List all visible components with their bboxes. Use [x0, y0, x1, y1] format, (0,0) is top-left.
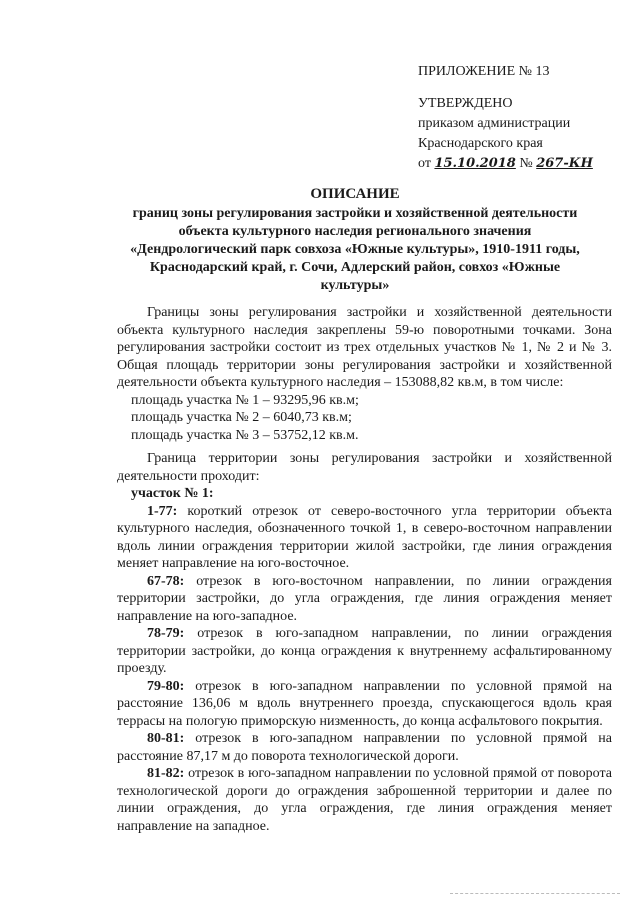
segment-text: отрезок в юго-восточном направлении, по линии ограждения территории застройки, до угла ограждения, где линия ограждения меняет направление на юго-западное.	[117, 573, 612, 624]
segment-paragraph	[117, 765, 612, 835]
document-heading	[105, 185, 605, 295]
segment-code: 78-79:	[147, 626, 185, 641]
heading-line-4: Краснодарский край, г. Сочи, Адлерский район, совхоз «Южные	[149, 260, 561, 275]
approved-label: УТВЕРЖДЕНО	[418, 96, 513, 111]
boundary-paragraph: Граница территории зоны регулирования застройки и хозяйственной деятельности проходит:	[117, 451, 612, 484]
segment-paragraph	[117, 573, 612, 626]
segment-paragraph	[117, 503, 612, 573]
section-title: участок № 1:	[131, 486, 214, 501]
area-item: площадь участка № 3 – 53752,12 кв.м.	[131, 427, 359, 443]
from-label: от	[418, 156, 431, 171]
order-line-2: Краснодарского края	[418, 136, 543, 151]
area-item: площадь участка № 1 – 93295,96 кв.м;	[131, 392, 359, 408]
order-date-line	[418, 154, 593, 174]
segment-code: 67-78:	[147, 573, 185, 589]
segment-text: короткий отрезок от северо-восточного угла территории объекта культурного наследия, обозначенного точкой 1, в северо-восточном направлении вдоль линии ограждения территории жилой застройки, где линия ограждения меняет направление на юго-восточное.	[117, 503, 612, 571]
heading-title: ОПИСАНИЕ	[310, 186, 400, 202]
segment-paragraph	[117, 730, 612, 765]
number-label: №	[519, 156, 533, 171]
segment-code: 79-80:	[147, 678, 185, 694]
segment-code: 1-77:	[147, 503, 178, 519]
segment-text: отрезок в юго-западном направлении, по линии ограждения территории застройки, до конца ограждения к внутреннему асфальтированному проезду.	[117, 626, 612, 676]
segment-text: отрезок в юго-западном направлении по условной прямой от поворота технологической дороги до ограждения заброшенной территории и далее по линии ограждения, до угла ограждения, где линия ограждения меняет направление на западное.	[117, 766, 612, 834]
heading-line-5: культуры»	[320, 278, 390, 293]
appendix-number: ПРИЛОЖЕНИЕ № 13	[418, 64, 550, 79]
area-item: площадь участка № 2 – 6040,73 кв.м;	[131, 410, 352, 425]
segment-text: отрезок в юго-западном направлении по условной прямой на расстояние 87,17 м до поворота технологической дороги.	[117, 731, 612, 764]
heading-line-3: «Дендрологический парк совхоза «Южные культуры», 1910-1911 годы,	[130, 242, 580, 257]
segment-text: отрезок в юго-западном направлении по условной прямой на расстояние 136,06 м вдоль внутреннего проезда, спускающегося вдоль края террасы на пологую приморскую низменность, до конца асфальтового покрытия.	[117, 678, 612, 729]
segment-code: 80-81:	[147, 731, 185, 746]
order-line-1: приказом администрации	[418, 116, 571, 131]
scan-artifact	[450, 893, 620, 898]
intro-paragraph: Границы зоны регулирования застройки и хозяйственной деятельности объекта культурного наследия закреплены 59-ю поворотными точками. Зона регулирования застройки состоит из трех отдельных участков № 1, № 2 и № 3. Общая площадь территории зоны регулирования застройки и хозяйственной деятельности объекта культурного наследия – 153088,82 кв.м, в том числе:	[117, 305, 612, 390]
segment-code: 81-82:	[147, 766, 185, 781]
heading-line-2: объекта культурного наследия регионального значения	[178, 224, 532, 239]
handwritten-number: 267-КН	[536, 156, 593, 171]
document-body	[117, 304, 612, 835]
heading-line-1: границ зоны регулирования застройки и хозяйственной деятельности	[132, 206, 578, 221]
segment-paragraph	[117, 625, 612, 678]
approval-block	[418, 62, 593, 174]
segment-paragraph	[117, 678, 612, 731]
handwritten-date: 15.10.2018	[434, 156, 516, 171]
